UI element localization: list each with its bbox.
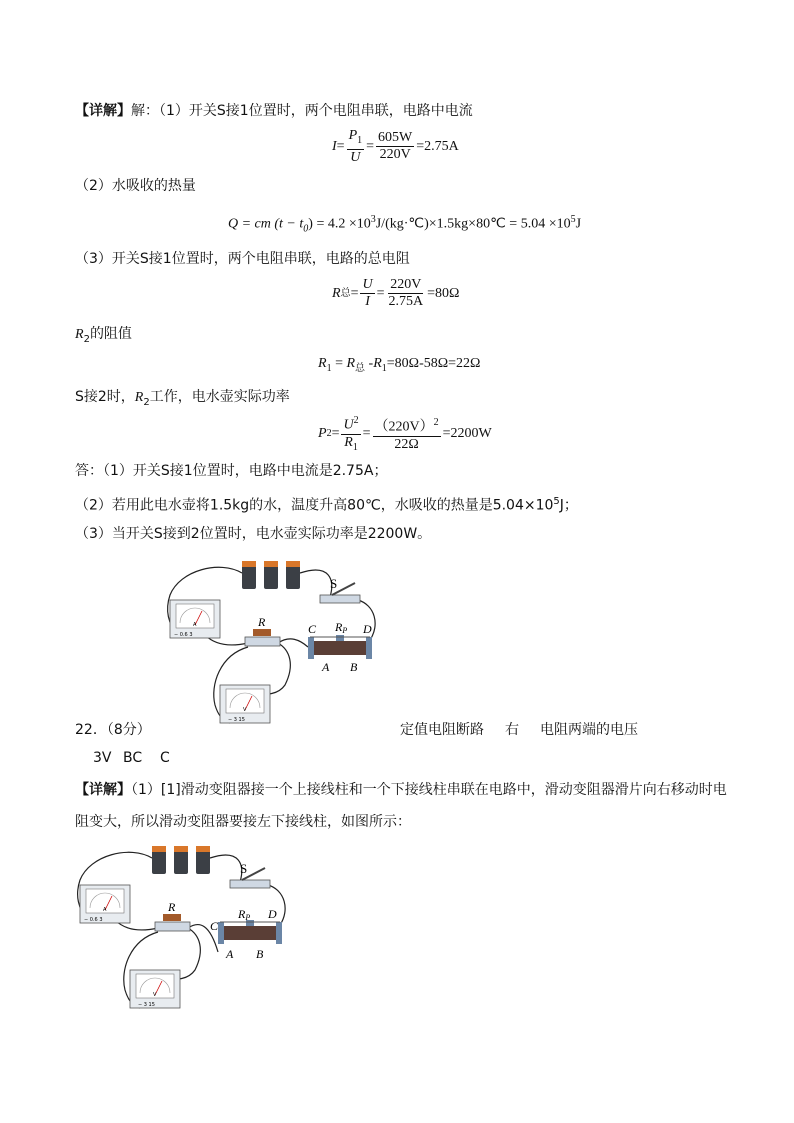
equation-2 bbox=[228, 211, 581, 238]
eq4-eq: = bbox=[331, 356, 347, 371]
eq3-result: =80Ω bbox=[427, 285, 460, 301]
eq3-f2num: 220V bbox=[390, 277, 422, 292]
paragraph-2: （2）水吸收的热量 bbox=[75, 178, 196, 194]
p4-text: 的阻值 bbox=[89, 326, 132, 342]
eq2-exp1: 3 bbox=[370, 214, 376, 225]
resistor-label: R bbox=[258, 615, 266, 629]
terminal-d: D bbox=[268, 907, 277, 921]
eq2-sub0: 0 bbox=[303, 223, 309, 235]
equation-3 bbox=[332, 277, 459, 310]
rheostat-label bbox=[334, 620, 347, 635]
rheostat-icon bbox=[308, 620, 372, 674]
voltmeter-icon bbox=[220, 685, 270, 723]
eq5-lhs-sub: 2 bbox=[326, 428, 332, 440]
voltmeter-icon bbox=[130, 970, 180, 1008]
answer-3: （3）当开关S接到2位置时，电水壶实际功率是2200W。 bbox=[75, 526, 432, 542]
switch-icon bbox=[230, 861, 270, 888]
rheostat-label-p: P bbox=[342, 626, 348, 635]
eq5-lhs: P bbox=[318, 426, 327, 442]
eq5-eq2: = bbox=[362, 426, 371, 442]
p5-text2: 工作，电水壶实际功率 bbox=[149, 389, 290, 405]
rheostat-icon bbox=[210, 907, 282, 961]
eq4-r2: R bbox=[373, 356, 382, 371]
q22-answer-5: BC bbox=[123, 750, 143, 766]
eq3-lhs: R bbox=[332, 285, 341, 301]
terminal-a: A bbox=[226, 947, 234, 961]
rheostat-label-r: R bbox=[335, 620, 343, 634]
terminal-c: C bbox=[210, 919, 219, 933]
eq1-f1den: U bbox=[350, 149, 361, 165]
eq3-frac2 bbox=[387, 277, 426, 310]
voltmeter-symbol: V bbox=[153, 992, 157, 998]
answer-2-exp: 5 bbox=[553, 496, 560, 507]
eq4-rzsub: 总 bbox=[355, 362, 366, 374]
eq3-f2den: 2.75A bbox=[388, 294, 424, 309]
eq4-r2sub: 1 bbox=[381, 362, 387, 374]
q22-answer-4: 3V bbox=[93, 750, 112, 766]
eq1-lhs: I bbox=[332, 138, 337, 154]
ammeter-icon bbox=[80, 885, 130, 923]
eq3-eq2: = bbox=[376, 285, 385, 301]
terminal-a: A bbox=[322, 660, 330, 674]
eq5-f2num: （220V） bbox=[374, 420, 434, 436]
eq5-f1den: R bbox=[344, 434, 353, 450]
paragraph-6-text: （1）[1]滑动变阻器接一个上接线柱和一个下接线柱串联在电路中，滑动变阻器滑片向右移动时电 bbox=[131, 782, 727, 798]
rheostat-label bbox=[237, 907, 250, 922]
terminal-b: B bbox=[256, 947, 264, 961]
eq2-rest2: J/(kg·℃)×1.5kg×80℃ = 5.04 ×10 bbox=[375, 216, 571, 232]
eq1-f2num: 605W bbox=[378, 130, 413, 146]
ammeter-ticks: − 0.6 3 bbox=[174, 632, 193, 638]
ammeter-icon bbox=[170, 600, 220, 638]
q22-answer-3: 电阻两端的电压 bbox=[540, 722, 638, 738]
battery-pack-icon bbox=[242, 561, 300, 589]
circuit-diagram-1 bbox=[160, 555, 385, 735]
equation-1 bbox=[332, 128, 459, 166]
eq1-f1num: P bbox=[348, 128, 358, 143]
p4-sub: 2 bbox=[83, 333, 90, 345]
eq5-f1den-sub: 1 bbox=[352, 441, 358, 453]
p4-r: R bbox=[75, 327, 84, 342]
rheostat-label-r: R bbox=[238, 907, 246, 921]
terminal-d: D bbox=[363, 622, 372, 636]
eq4-r1sub: 1 bbox=[326, 362, 332, 374]
resistor-icon bbox=[155, 900, 190, 931]
ammeter-symbol: A bbox=[193, 622, 197, 628]
eq1-result: =2.75A bbox=[416, 138, 459, 154]
ammeter-symbol: A bbox=[103, 907, 107, 913]
paragraph-5 bbox=[75, 387, 290, 413]
ammeter-ticks: − 0.6 3 bbox=[84, 917, 103, 923]
equation-5 bbox=[318, 413, 492, 455]
detail-bracket-2: 【详解】 bbox=[75, 782, 131, 798]
voltmeter-ticks: − 3 15 bbox=[228, 717, 245, 723]
p5-sub: 2 bbox=[143, 396, 150, 408]
answer-2 bbox=[75, 492, 578, 516]
paragraph-6 bbox=[75, 780, 727, 800]
eq2-exp2: 5 bbox=[570, 214, 576, 225]
eq2-text: Q = cm (t − t bbox=[228, 216, 304, 232]
eq3-frac1 bbox=[360, 277, 374, 310]
eq2-rest: ) = 4.2 ×10 bbox=[308, 216, 371, 232]
q22-number: 22．（8分） bbox=[75, 722, 151, 738]
paragraph-1 bbox=[75, 101, 473, 121]
eq4-result: =80Ω-58Ω=22Ω bbox=[386, 356, 481, 371]
eq3-lhs-sub: 总 bbox=[340, 287, 351, 299]
circuit-diagram-2 bbox=[70, 840, 295, 1020]
eq4-r1: R bbox=[318, 356, 327, 371]
switch-label: S bbox=[240, 861, 248, 876]
q22-answer-6: C bbox=[160, 750, 170, 766]
eq3-f1den: I bbox=[365, 294, 370, 309]
paragraph-6-line-2: 阻变大，所以滑动变阻器要接左下接线柱，如图所示： bbox=[75, 814, 411, 830]
equation-4 bbox=[318, 355, 480, 378]
eq1-f2den: 220V bbox=[379, 147, 411, 163]
paragraph-4 bbox=[75, 324, 132, 350]
paragraph-3: （3）开关S接1位置时，两个电阻串联，电路的总电阻 bbox=[75, 251, 410, 267]
eq1-f1num-sub: 1 bbox=[357, 134, 363, 146]
switch-label: S bbox=[330, 576, 338, 591]
terminal-b: B bbox=[350, 660, 358, 674]
resistor-icon bbox=[245, 615, 280, 646]
eq4-rz: R bbox=[346, 356, 356, 371]
answer-2-tail: J； bbox=[559, 497, 578, 514]
eq5-f2den: 22Ω bbox=[394, 437, 419, 453]
eq1-frac1 bbox=[347, 128, 365, 166]
eq1-eq: = bbox=[336, 138, 345, 154]
answer-2-text: （2）若用此电水壶将1.5kg的水，温度升高80℃，水吸收的热量是5.04×10 bbox=[75, 497, 554, 514]
eq3-f1num: U bbox=[362, 277, 373, 292]
detail-bracket: 【详解】 bbox=[75, 103, 131, 119]
paragraph-1-text: 解：（1）开关S接1位置时，两个电阻串联，电路中电流 bbox=[131, 103, 473, 119]
eq5-f1exp: 2 bbox=[353, 415, 359, 426]
eq5-f1num: U bbox=[343, 417, 354, 433]
eq5-result: =2200W bbox=[442, 426, 492, 442]
q22-answer-2: 右 bbox=[505, 722, 519, 738]
rheostat-label-p: P bbox=[245, 913, 251, 922]
p5-text1: S接2时， bbox=[75, 389, 135, 405]
answer-1: 答：（1）开关S接1位置时，电路中电流是2.75A； bbox=[75, 463, 388, 479]
voltmeter-symbol: V bbox=[243, 707, 247, 713]
eq5-eq: = bbox=[331, 426, 340, 442]
q22-answer-1: 定值电阻断路 bbox=[400, 722, 484, 738]
eq3-eq: = bbox=[350, 285, 359, 301]
battery-pack-icon bbox=[152, 846, 210, 874]
eq2-rest3: J bbox=[575, 216, 582, 232]
eq5-f2exp: 2 bbox=[433, 417, 439, 429]
eq4-minus: - bbox=[365, 356, 374, 371]
eq5-frac2 bbox=[373, 415, 441, 453]
eq1-frac2 bbox=[376, 130, 414, 163]
terminal-c: C bbox=[308, 622, 317, 636]
switch-icon bbox=[320, 576, 360, 603]
eq1-eq2: = bbox=[366, 138, 375, 154]
eq5-frac1 bbox=[341, 413, 360, 455]
p5-r: R bbox=[134, 390, 144, 405]
resistor-label: R bbox=[168, 900, 176, 914]
voltmeter-ticks: − 3 15 bbox=[138, 1002, 155, 1008]
